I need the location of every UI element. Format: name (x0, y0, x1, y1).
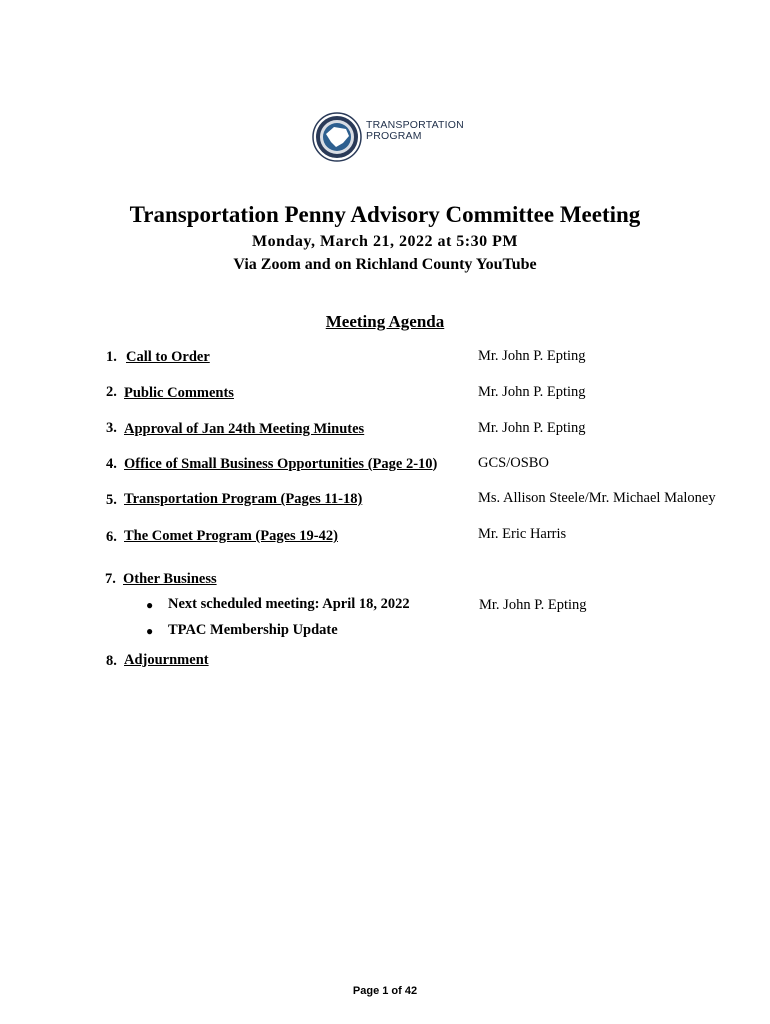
transportation-program-logo (312, 110, 482, 164)
agenda-presenter-7: Mr. John P. Epting (479, 597, 587, 613)
agenda-presenter-3: Mr. John P. Epting (478, 420, 586, 436)
agenda-item-transportation-program: Transportation Program (Pages 11-18) (124, 491, 363, 507)
agenda-presenter-5: Ms. Allison Steele/Mr. Michael Maloney (478, 490, 716, 506)
agenda-number-1: 1. (106, 349, 117, 365)
bullet-membership-update: TPAC Membership Update (168, 622, 338, 638)
agenda-presenter-6: Mr. Eric Harris (478, 526, 567, 542)
agenda-number-7: 7. (105, 571, 116, 587)
agenda-item-osbo (124, 455, 437, 473)
bullet-next-meeting: Next scheduled meeting: April 18, 2022 (168, 596, 410, 612)
agenda-item-osbo-label: Office of Small Business Opportunities (Page 2-10 (124, 456, 433, 472)
agenda-presenter-4: GCS/OSBO (478, 455, 549, 471)
agenda-item-adjournment: Adjournment (124, 652, 209, 668)
logo-line-1: TRANSPORTATION (366, 119, 464, 131)
meeting-venue: Via Zoom and on Richland County YouTube (233, 256, 537, 273)
page-number: Page 1 of 42 (352, 985, 418, 997)
agenda-item-public-comments: Public Comments (124, 385, 234, 401)
meeting-title: Transportation Penny Advisory Committee Meeting (129, 202, 641, 227)
richland-county-seal-icon (312, 112, 362, 162)
bullet-icon: ● (146, 598, 154, 612)
agenda-presenter-1: Mr. John P. Epting (478, 348, 586, 364)
agenda-item-osbo-suffix: ) (432, 456, 438, 472)
agenda-number-2: 2. (106, 384, 117, 400)
agenda-number-4: 4. (106, 456, 117, 472)
agenda-item-call-to-order: Call to Order (126, 349, 210, 365)
agenda-item-comet-program: The Comet Program (Pages 19-42) (124, 528, 338, 544)
agenda-number-8: 8. (106, 653, 117, 669)
logo-text (366, 120, 464, 142)
agenda-presenter-2: Mr. John P. Epting (478, 384, 586, 400)
bullet-icon: ● (146, 624, 154, 638)
logo-line-2: PROGRAM (366, 130, 422, 142)
agenda-heading: Meeting Agenda (325, 312, 445, 331)
meeting-date-time: Monday, March 21, 2022 at 5:30 PM (252, 233, 518, 250)
agenda-item-approval-minutes: Approval of Jan 24th Meeting Minutes (124, 421, 365, 437)
agenda-number-5: 5. (106, 492, 117, 508)
agenda-number-3: 3. (106, 420, 117, 436)
agenda-number-6: 6. (106, 529, 117, 545)
agenda-item-other-business: Other Business (123, 571, 217, 587)
